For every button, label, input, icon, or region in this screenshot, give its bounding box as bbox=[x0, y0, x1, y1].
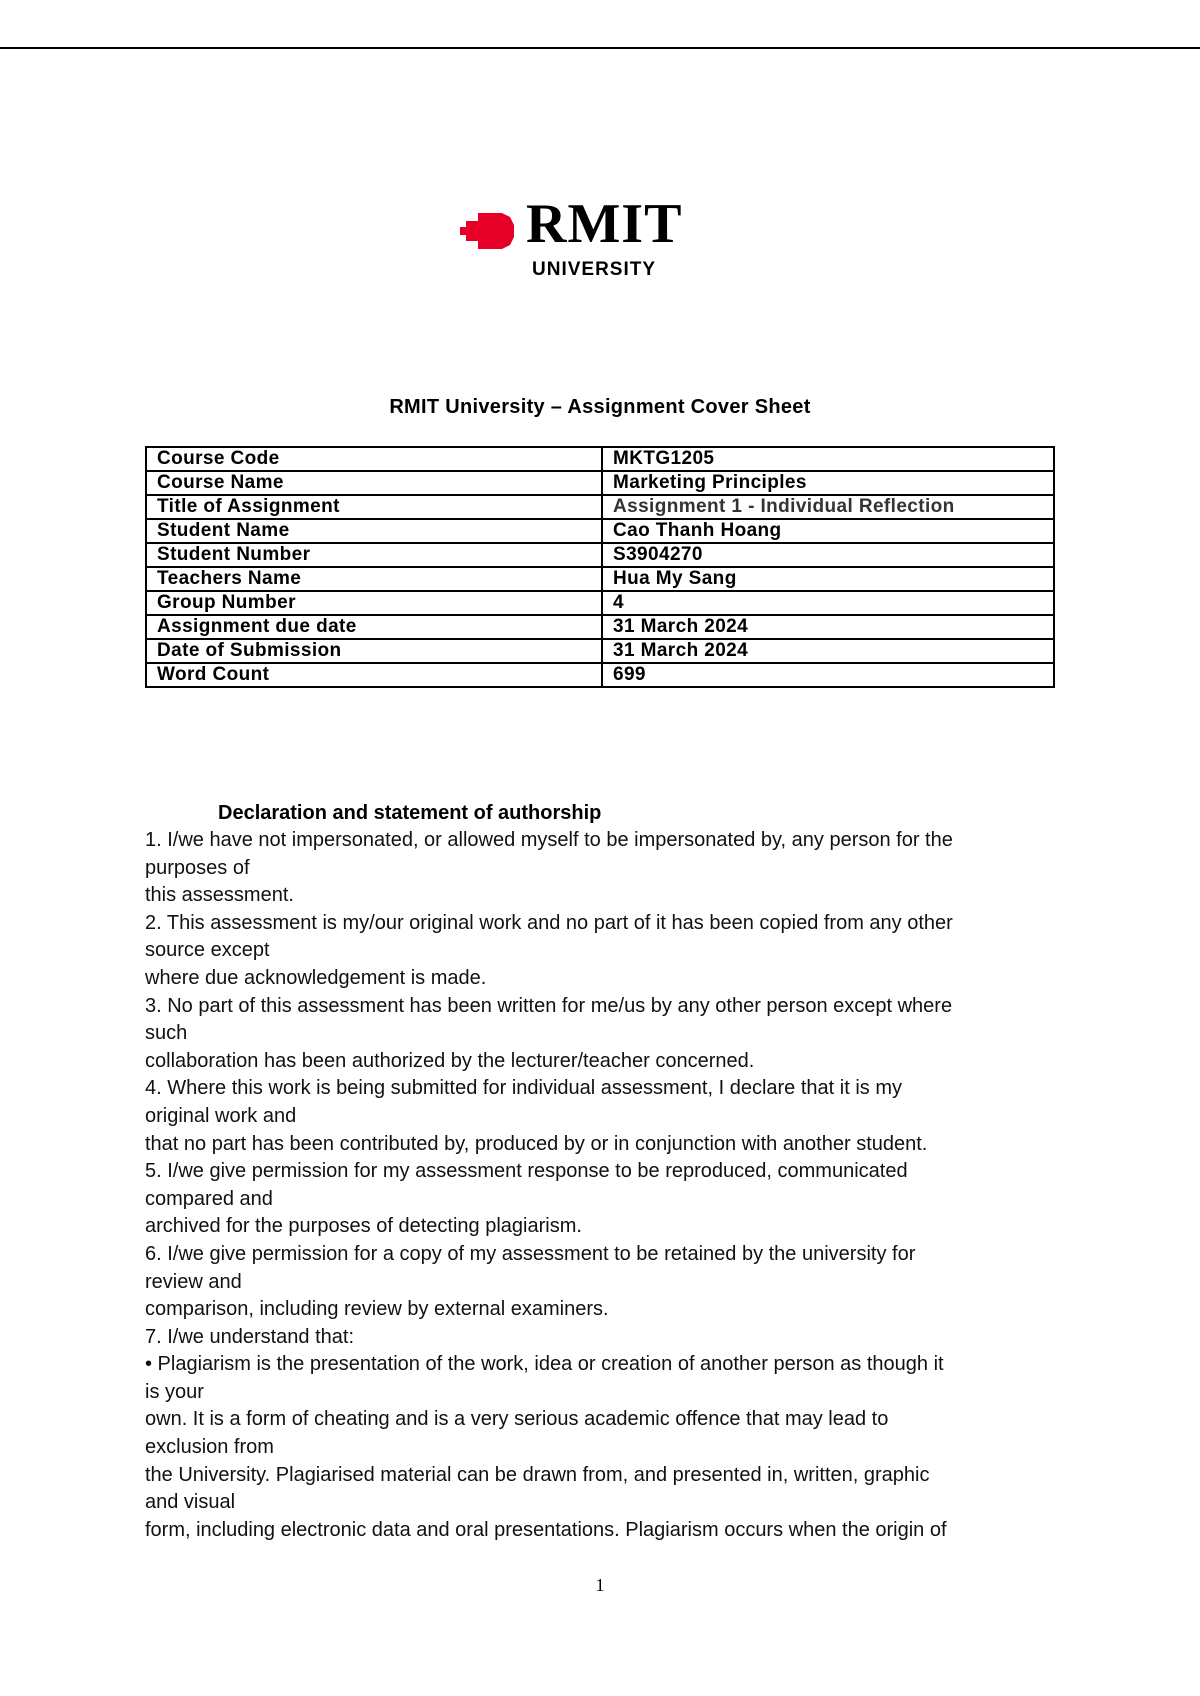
declaration-heading: Declaration and statement of authorship bbox=[218, 802, 602, 824]
row-label: Student Name bbox=[146, 519, 602, 543]
table-row bbox=[146, 543, 1054, 567]
row-value: Hua My Sang bbox=[602, 567, 1054, 591]
declaration-line: compared and bbox=[145, 1187, 273, 1210]
row-value: 699 bbox=[602, 663, 1054, 687]
rmit-pixel-mark-icon bbox=[458, 207, 518, 255]
logo-wordmark: RMIT bbox=[526, 193, 683, 255]
table-row bbox=[146, 519, 1054, 543]
cover-sheet-table bbox=[145, 446, 1055, 688]
page-title: RMIT University – Assignment Cover Sheet bbox=[389, 396, 811, 418]
header-rule bbox=[0, 47, 1200, 49]
row-label: Title of Assignment bbox=[146, 495, 602, 519]
row-label: Date of Submission bbox=[146, 639, 602, 663]
table-row bbox=[146, 663, 1054, 687]
table-row bbox=[146, 639, 1054, 663]
row-value: Assignment 1 - Individual Reflection bbox=[602, 495, 1054, 519]
row-value: 4 bbox=[602, 591, 1054, 615]
row-value: 31 March 2024 bbox=[602, 615, 1054, 639]
row-label: Teachers Name bbox=[146, 567, 602, 591]
declaration-line: own. It is a form of cheating and is a very serious academic offence that may lead to bbox=[145, 1408, 889, 1431]
table-row bbox=[146, 447, 1054, 471]
declaration-line: 7. I/we understand that: bbox=[145, 1325, 355, 1348]
declaration-line: 6. I/we give permission for a copy of my assessment to be retained by the university for bbox=[145, 1242, 916, 1265]
table-row bbox=[146, 495, 1054, 519]
declaration-line: archived for the purposes of detecting plagiarism. bbox=[145, 1215, 582, 1238]
row-value: MKTG1205 bbox=[602, 447, 1054, 471]
row-value: Cao Thanh Hoang bbox=[602, 519, 1054, 543]
table-row bbox=[146, 615, 1054, 639]
page-number: 1 bbox=[595, 1575, 605, 1595]
table-row bbox=[146, 591, 1054, 615]
table-row bbox=[146, 567, 1054, 591]
row-value: 31 March 2024 bbox=[602, 639, 1054, 663]
row-label: Assignment due date bbox=[146, 615, 602, 639]
row-label: Course Name bbox=[146, 471, 602, 495]
declaration-line: exclusion from bbox=[145, 1436, 274, 1459]
declaration-line: where due acknowledgement is made. bbox=[145, 966, 487, 989]
declaration-line: • Plagiarism is the presentation of the work, idea or creation of another person as though it bbox=[145, 1353, 944, 1376]
declaration-line: 2. This assessment is my/our original work and no part of it has been copied from any other bbox=[145, 911, 953, 934]
declaration-line: the University. Plagiarised material can be drawn from, and presented in, written, graphic bbox=[145, 1463, 930, 1486]
declaration-line: purposes of bbox=[145, 856, 250, 879]
declaration-line: comparison, including review by external examiners. bbox=[145, 1298, 609, 1321]
table-row bbox=[146, 471, 1054, 495]
declaration-line: 4. Where this work is being submitted for individual assessment, I declare that it is my bbox=[145, 1077, 902, 1100]
row-label: Course Code bbox=[146, 447, 602, 471]
logo-subtitle: UNIVERSITY bbox=[532, 259, 657, 280]
declaration-body bbox=[145, 827, 1070, 1544]
declaration-line: that no part has been contributed by, produced by or in conjunction with another student. bbox=[145, 1132, 928, 1155]
declaration-line: 1. I/we have not impersonated, or allowed myself to be impersonated by, any person for the bbox=[145, 829, 953, 851]
declaration-line: source except bbox=[145, 939, 270, 962]
rmit-logo bbox=[458, 193, 708, 284]
row-label: Group Number bbox=[146, 591, 602, 615]
row-value: S3904270 bbox=[602, 543, 1054, 567]
declaration-line: and visual bbox=[145, 1491, 236, 1514]
row-label: Student Number bbox=[146, 543, 602, 567]
declaration-line: 5. I/we give permission for my assessment response to be reproduced, communicated bbox=[145, 1160, 908, 1183]
declaration-line: this assessment. bbox=[145, 884, 294, 907]
row-value: Marketing Principles bbox=[602, 471, 1054, 495]
declaration-line: 3. No part of this assessment has been written for me/us by any other person except where bbox=[145, 994, 953, 1017]
declaration-line: collaboration has been authorized by the lecturer/teacher concerned. bbox=[145, 1049, 755, 1072]
declaration-line: original work and bbox=[145, 1104, 297, 1127]
row-label: Word Count bbox=[146, 663, 602, 687]
declaration-line: form, including electronic data and oral presentations. Plagiarism occurs when the origin of bbox=[145, 1518, 947, 1541]
declaration-line: review and bbox=[145, 1270, 242, 1293]
declaration-line: such bbox=[145, 1022, 188, 1045]
declaration-line: is your bbox=[145, 1380, 204, 1403]
